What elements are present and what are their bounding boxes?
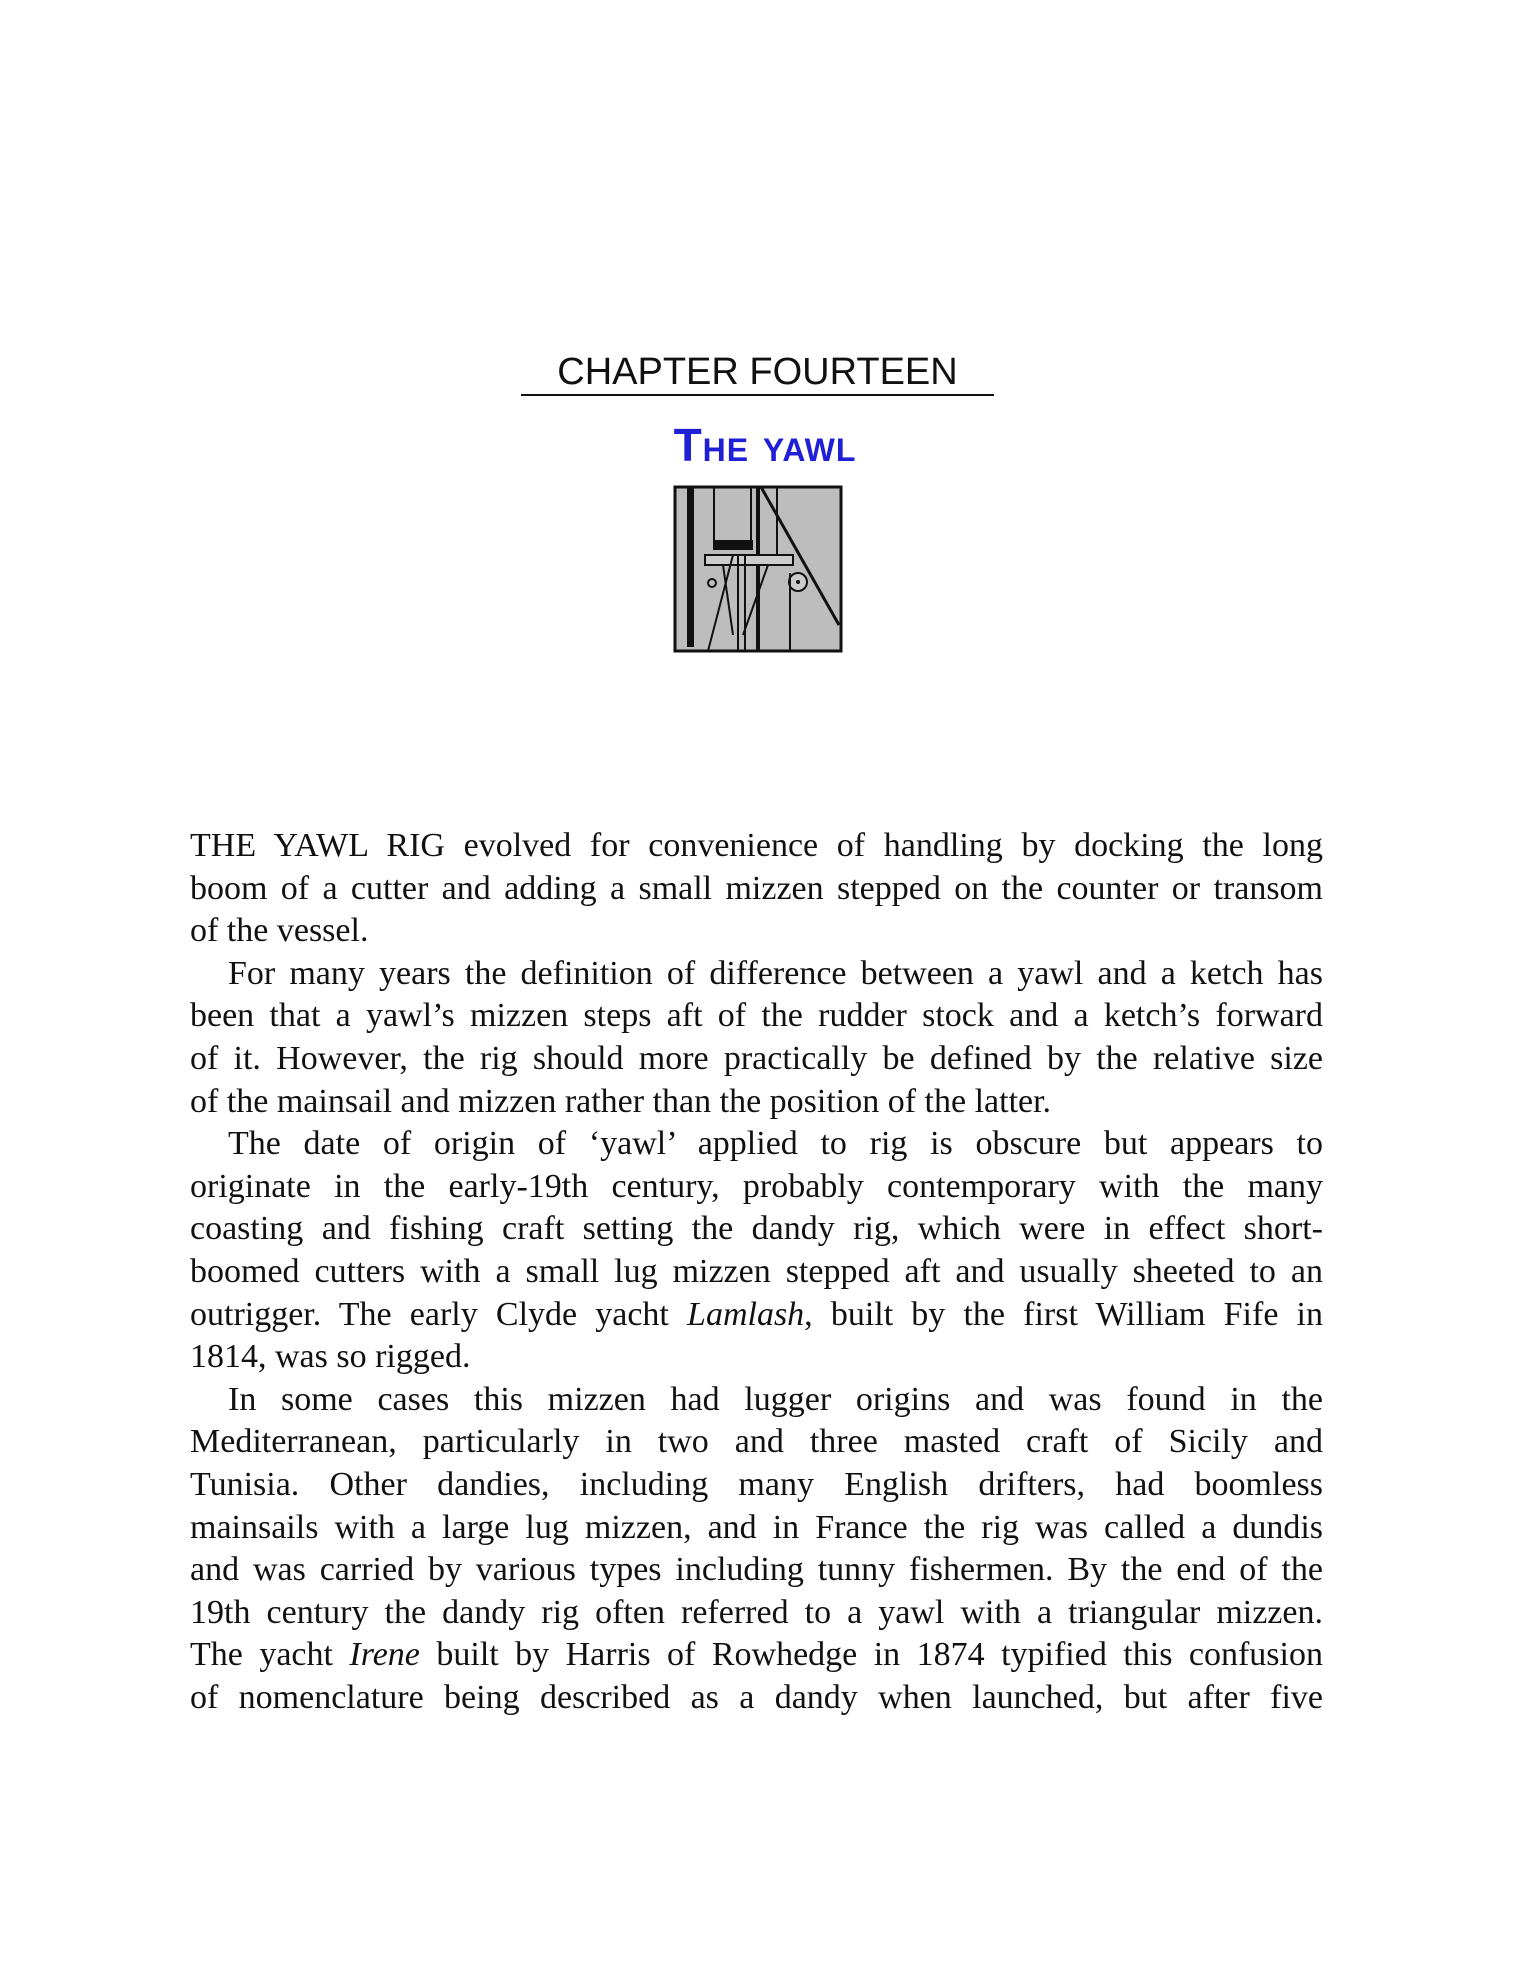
line-text: of the vessel. (190, 912, 369, 950)
text-line (190, 1081, 1323, 1124)
text-line (190, 1251, 1323, 1294)
text-line (190, 1634, 1323, 1677)
italic-vessel-name: Irene (349, 1636, 420, 1674)
line-text: THE YAWL RIG evolved for convenience of handling by docking the long (190, 827, 1323, 864)
text-line (190, 1336, 1323, 1379)
line-text: been that a yawl’s mizzen steps aft of the rudder stock and a ketch’s forward (190, 997, 1323, 1035)
chapter-title: The yawl (673, 419, 857, 471)
line-text: 19th century the dandy rig often referred to a yawl with a triangular mizzen. (190, 1593, 1323, 1631)
italic-vessel-name: Lamlash (687, 1295, 805, 1333)
text-line (190, 1592, 1323, 1635)
line-text: coasting and fishing craft setting the dandy rig, which were in effect short- (190, 1210, 1323, 1248)
text-line (190, 868, 1323, 911)
line-text: of the mainsail and mizzen rather than the position of the latter. (190, 1082, 1052, 1120)
line-text: Tunisia. Other dandies, including many English drifters, had boomless (190, 1465, 1323, 1503)
line-text: In some cases this mizzen had lugger origins and was found in the (228, 1380, 1323, 1418)
text-line (190, 1208, 1323, 1251)
line-text: 1814, was so rigged. (190, 1338, 471, 1376)
line-text: The date of origin of ‘yawl’ applied to rig is obscure but appears to (228, 1125, 1323, 1163)
body-text (190, 825, 1323, 1719)
text-line (190, 1166, 1323, 1209)
text-line (190, 825, 1323, 868)
line-text: boomed cutters with a small lug mizzen stepped aft and usually sheeted to an (190, 1252, 1323, 1290)
line-text: of nomenclature being described as a dandy when launched, but after five (190, 1678, 1323, 1716)
text-line (190, 1294, 1323, 1337)
text-line (190, 953, 1323, 996)
text-line (190, 1421, 1323, 1464)
line-text: originate in the early-19th century, probably contemporary with the many (190, 1167, 1323, 1205)
line-text: mainsails with a large lug mizzen, and in France the rig was called a dundis (190, 1508, 1323, 1546)
line-text: For many years the definition of difference between a yawl and a ketch has (228, 954, 1323, 992)
line-text: outrigger. The early Clyde yacht (190, 1295, 688, 1333)
text-line (190, 1549, 1323, 1592)
text-line (190, 1123, 1323, 1166)
line-text: Mediterranean, particularly in two and three masted craft of Sicily and (190, 1423, 1323, 1461)
line-text: of it. However, the rig should more practically be defined by the relative size (190, 1039, 1323, 1077)
line-text: built by Harris of Rowhedge in 1874 typified this confusion (419, 1636, 1323, 1674)
text-line (190, 1464, 1323, 1507)
text-line (190, 1038, 1323, 1081)
text-line (190, 1677, 1323, 1720)
text-line (190, 1507, 1323, 1550)
line-text: and was carried by various types including tunny fishermen. By the end of the (190, 1551, 1323, 1589)
yawl-rigging-illustration-icon (673, 485, 843, 653)
line-text: , built by the first William Fife in (804, 1295, 1323, 1333)
text-line (190, 1379, 1323, 1422)
chapter-heading: CHAPTER FOURTEEN (521, 350, 994, 396)
line-text: The yacht (190, 1636, 350, 1674)
line-text: boom of a cutter and adding a small mizzen stepped on the counter or transom (190, 869, 1323, 907)
text-line (190, 910, 1323, 953)
text-line (190, 995, 1323, 1038)
